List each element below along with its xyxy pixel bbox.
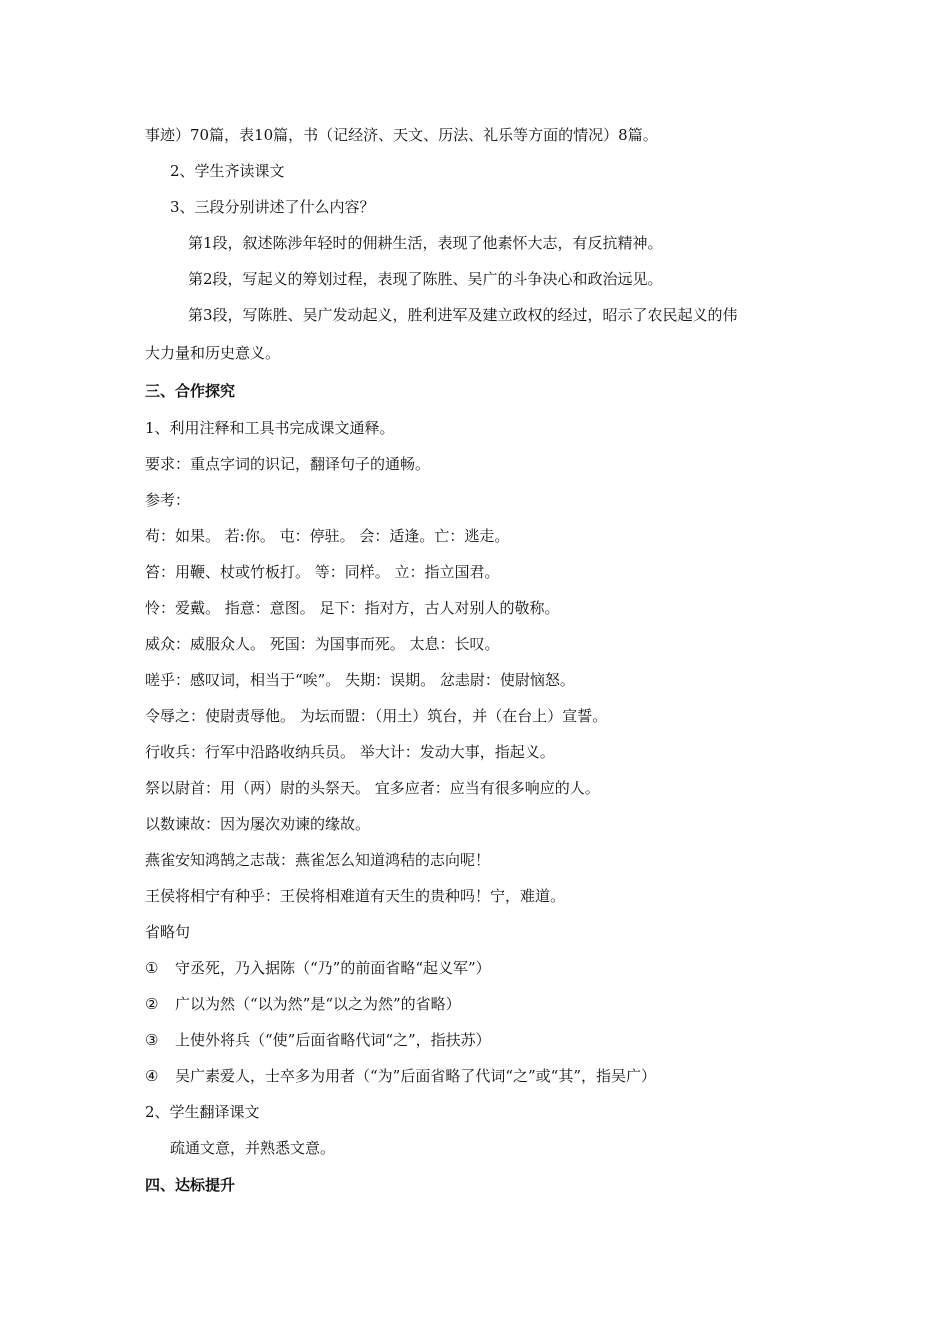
task-2-description: 疏通文意，并熟悉文意。 <box>170 1139 336 1157</box>
vocab-line-3: 怜：爱戴。 指意：意图。 足下：指对方，古人对别人的敬称。 <box>145 599 560 617</box>
requirement-line: 要求：重点字词的识记，翻译句子的通畅。 <box>145 455 431 473</box>
task-2-heading: 2、学生翻译课文 <box>145 1103 260 1121</box>
step-2-heading: 2、学生齐读课文 <box>170 162 285 180</box>
reference-label: 参考： <box>145 491 191 509</box>
heading-cooperative-inquiry: 三、合作探究 <box>145 382 236 400</box>
list-item-text: 吴广素爱人，士卒多为用者（“为”后面省略了代词“之”或“其”，指吴广） <box>175 1067 657 1085</box>
list-marker: ③ <box>145 1031 159 1049</box>
vocab-line-7: 行收兵：行军中沿路收纳兵员。 举大计：发动大事，指起义。 <box>145 743 555 761</box>
vocab-line-10: 燕雀安知鸿鹄之志哉：燕雀怎么知道鸿秸的志向呢！ <box>145 851 491 869</box>
ellipsis-example-2 <box>145 994 461 1014</box>
list-marker: ④ <box>145 1067 159 1085</box>
section-2-summary: 第2段，写起义的筹划过程，表现了陈胜、吴广的斗争决心和政治远见。 <box>188 270 663 288</box>
list-item-text: 上使外将兵（“使”后面省略代词“之”，指扶苏） <box>175 1031 491 1049</box>
task-1-heading: 1、利用注释和工具书完成课文通释。 <box>145 419 395 437</box>
vocab-line-4: 威众：威服众人。 死国：为国事而死。 太息：长叹。 <box>145 635 500 653</box>
ellipsis-example-1 <box>145 958 491 978</box>
list-item-text: 守丞死，乃入据陈（“乃”的前面省略“起义军”） <box>175 959 491 977</box>
vocab-line-1: 苟：如果。 若:你。 屯：停驻。 会：适逢。亡：逃走。 <box>145 527 510 545</box>
section-3-summary: 第3段，写陈胜、吴广发动起义，胜利进军及建立政权的经过，昭示了农民起义的伟 <box>188 306 738 324</box>
paragraph-continuation: 事迹）70篇，表10篇，书（记经济、天文、历法、礼乐等方面的情况）8篇。 <box>145 126 658 144</box>
list-marker: ① <box>145 959 159 977</box>
vocab-line-5: 嗟乎：感叹词，相当于“唉”。 失期：误期。 忿恚尉：使尉恼怒。 <box>145 671 575 689</box>
list-marker: ② <box>145 995 159 1013</box>
ellipsis-example-3 <box>145 1030 491 1050</box>
vocab-line-11: 王侯将相宁有种乎：王侯将相难道有天生的贵种吗！宁，难道。 <box>145 887 566 905</box>
list-item-text: 广以为然（“以为然”是“以之为然”的省略） <box>175 995 461 1013</box>
ellipsis-example-4 <box>145 1066 656 1086</box>
vocab-line-9: 以数谏故：因为屡次劝谏的缘故。 <box>145 815 371 833</box>
section-3-summary-continued: 大力量和历史意义。 <box>145 344 281 362</box>
heading-target-improvement: 四、达标提升 <box>145 1176 236 1194</box>
vocab-line-8: 祭以尉首：用（两）尉的头祭天。 宜多应者：应当有很多响应的人。 <box>145 779 600 797</box>
ellipsis-sentence-heading: 省略句 <box>145 923 191 941</box>
vocab-line-6: 令辱之：使尉责辱他。 为坛而盟：（用土）筑台，并（在台上）宣誓。 <box>145 707 608 725</box>
step-3-heading: 3、三段分别讲述了什么内容？ <box>170 198 375 216</box>
vocab-line-2: 笞：用鞭、杖或竹板打。 等：同样。 立：指立国君。 <box>145 563 500 581</box>
section-1-summary: 第1段，叙述陈涉年轻时的佣耕生活，表现了他素怀大志，有反抗精神。 <box>188 234 663 252</box>
